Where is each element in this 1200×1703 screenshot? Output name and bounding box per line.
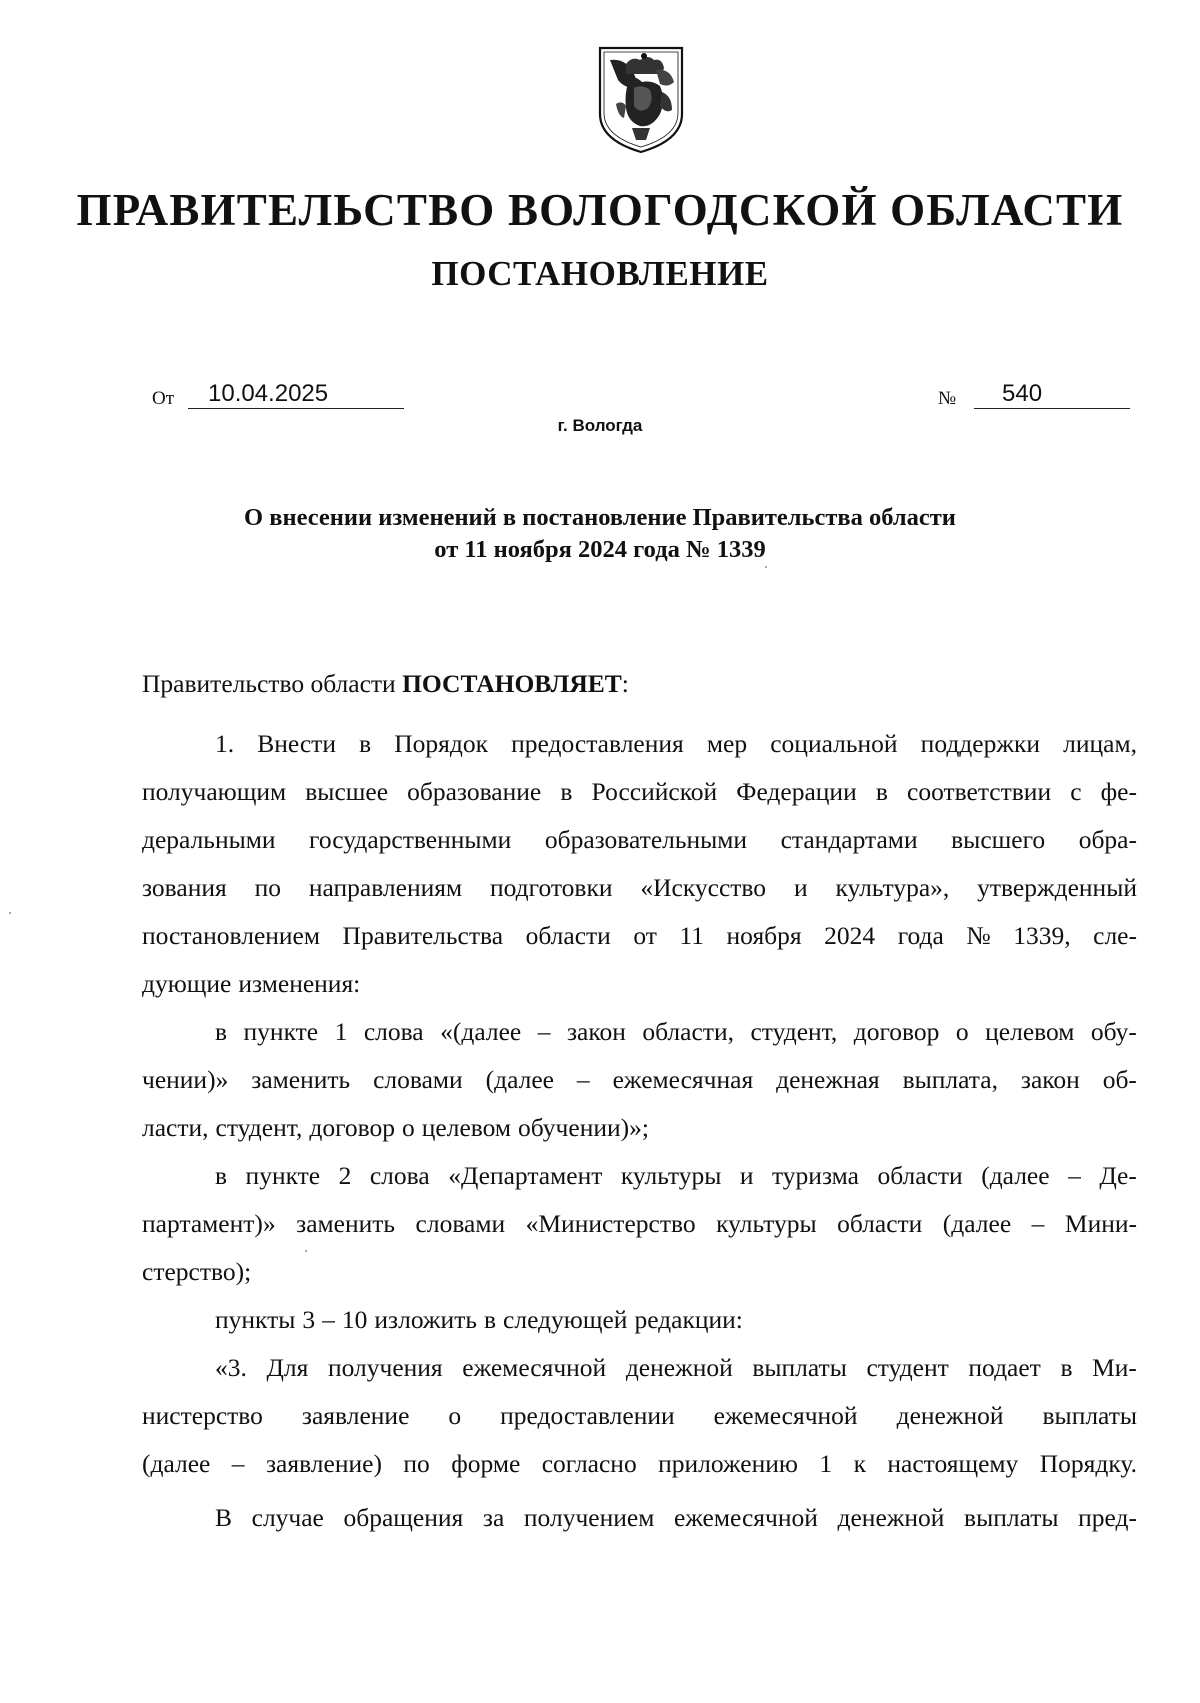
document-type-title: ПОСТАНОВЛЕНИЕ — [431, 254, 769, 293]
body-line: партамент)» заменить словами «Министерство культуры области (далее – Мини- — [142, 1209, 1137, 1238]
number-prefix-label: № — [938, 388, 957, 409]
vologda-oblast-coat-of-arms-icon — [596, 44, 686, 156]
preamble-emphasis: ПОСТАНОВЛЯЕТ — [402, 669, 622, 698]
document-body — [142, 660, 1137, 1542]
body-line: стерство); — [142, 1257, 252, 1286]
document-subject — [0, 502, 1200, 566]
body-line: пункты 3 – 10 изложить в следующей редакции: — [215, 1305, 743, 1334]
preamble-text: Правительство области — [142, 669, 396, 698]
body-line: деральными государственными образовательными стандартами высшего обра- — [142, 825, 1137, 854]
body-line: дующие изменения: — [142, 969, 361, 998]
date-value: 10.04.2025 — [188, 380, 404, 409]
body-line: постановлением Правительства области от 11 ноября 2024 года № 1339, сле- — [142, 921, 1137, 950]
date-field — [152, 380, 412, 410]
body-line: (далее – заявление) по форме согласно приложению 1 к настоящему Порядку. — [142, 1449, 1137, 1478]
city-label: г. Вологда — [557, 416, 643, 435]
body-line: 1. Внести в Порядок предоставления мер социальной поддержки лицам, — [215, 729, 1137, 758]
body-line: нистерство заявление о предоставлении ежемесячной денежной выплаты — [142, 1401, 1137, 1430]
scan-speck — [765, 566, 767, 568]
subject-line-1: О внесении изменений в постановление Правительства области — [244, 504, 956, 531]
government-title: ПРАВИТЕЛЬСТВО ВОЛОГОДСКОЙ ОБЛАСТИ — [76, 185, 1124, 235]
body-line: «3. Для получения ежемесячной денежной выплаты студент подает в Ми- — [215, 1353, 1137, 1382]
body-line: зования по направлениям подготовки «Искусство и культура», утвержденный — [142, 873, 1137, 902]
body-line: чении)» заменить словами (далее – ежемесячная денежная выплата, закон об- — [142, 1065, 1137, 1094]
scan-speck — [305, 1250, 307, 1252]
number-value: 540 — [974, 380, 1130, 409]
subject-line-2: от 11 ноября 2024 года № 1339 — [434, 536, 766, 563]
body-line: ласти, студент, договор о целевом обучении)»; — [142, 1113, 649, 1142]
body-line: В случае обращения за получением ежемесячной денежной выплаты пред- — [215, 1503, 1137, 1532]
preamble — [142, 660, 1137, 708]
scan-speck — [9, 912, 11, 914]
date-prefix-label: От — [152, 388, 175, 409]
number-field — [938, 380, 1138, 410]
body-line: в пункте 2 слова «Департамент культуры и туризма области (далее – Де- — [215, 1161, 1137, 1190]
body-line: получающим высшее образование в Российской Федерации в соответствии с фе- — [142, 777, 1137, 806]
body-line: в пункте 1 слова «(далее – закон области, студент, договор о целевом обу- — [215, 1017, 1137, 1046]
body-paragraphs — [142, 720, 1137, 1542]
preamble-suffix: : — [621, 669, 629, 698]
